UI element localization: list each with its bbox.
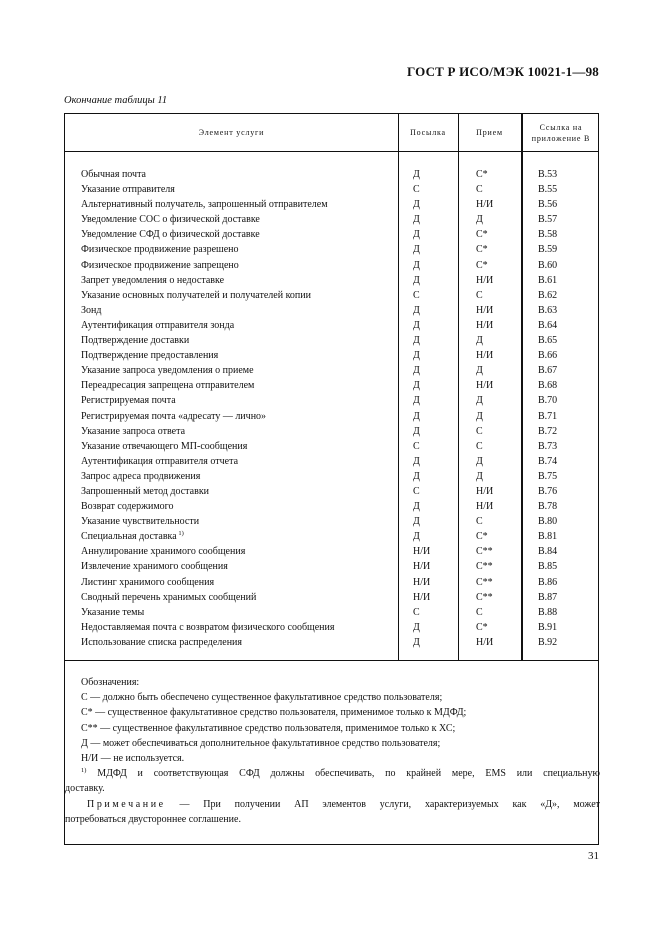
notes-item: Д — может обеспечиваться дополнительное факультативное средство пользователя;	[81, 737, 441, 749]
reference-value: В.60	[538, 259, 558, 271]
table-row	[65, 363, 598, 378]
service-element: Извлечение хранимого сообщения	[81, 561, 228, 573]
service-element: Уведомление СФД о физической доставке	[81, 229, 260, 241]
service-element: Аннулирование хранимого сообщения	[81, 546, 246, 558]
reference-value: В.76	[538, 485, 558, 497]
footnote-marker: 1)	[81, 767, 87, 775]
service-element: Указание отвечающего МП-сообщения	[81, 440, 248, 452]
reference-value: В.81	[538, 531, 558, 543]
send-value: Д	[413, 410, 420, 422]
table-row	[65, 424, 598, 439]
receive-value: Н/И	[476, 380, 494, 392]
send-value: Д	[413, 455, 420, 467]
receive-value: С*	[476, 229, 488, 241]
reference-value: В.86	[538, 576, 558, 588]
service-element: Запрос адреса продвижения	[81, 470, 201, 482]
send-value: Д	[413, 636, 420, 648]
receive-value: Д	[476, 365, 483, 377]
receive-value: С*	[476, 259, 488, 271]
footnote-continuation: доставку.	[65, 783, 105, 795]
reference-value: В.75	[538, 470, 558, 482]
note-continuation: потребоваться двустороннее соглашение.	[65, 813, 241, 825]
table-row	[65, 409, 598, 424]
service-element: Указание запроса ответа	[81, 425, 186, 437]
table-row	[65, 182, 598, 197]
notes-item: С** — существенное факультативное средство пользователя, применимое только к ХС;	[81, 722, 456, 734]
receive-value: С*	[476, 621, 488, 633]
reference-value: В.92	[538, 636, 558, 648]
receive-value: Н/И	[476, 199, 494, 211]
document-code: ГОСТ Р ИСО/МЭК 10021-1—98	[406, 64, 599, 79]
table-row	[65, 439, 598, 454]
receive-value: С*	[476, 244, 488, 256]
reference-value: В.66	[538, 350, 558, 362]
reference-value: В.71	[538, 410, 558, 422]
send-value: С	[413, 289, 420, 301]
send-value: Н/И	[413, 561, 431, 573]
reference-value: В.73	[538, 440, 558, 452]
send-value: Д	[413, 380, 420, 392]
note-text: — При получении АП элементов услуги, характеризуемых как «Д», может	[179, 798, 601, 810]
send-value: Н/И	[413, 591, 431, 603]
service-element: Обычная почта	[81, 169, 146, 180]
column-header-reference-line1: Ссылка на	[539, 122, 583, 132]
table-row	[65, 575, 598, 590]
service-element: Альтернативный получатель, запрошенный отправителем	[81, 199, 328, 211]
reference-value: В.85	[538, 561, 558, 573]
send-value: Д	[413, 319, 420, 331]
receive-value: С	[476, 289, 483, 301]
table-row	[65, 559, 598, 574]
reference-value: В.63	[538, 304, 558, 316]
send-value: С	[413, 184, 420, 196]
reference-value: В.56	[538, 199, 558, 211]
send-value: Д	[413, 259, 420, 271]
column-header-element: Элемент услуги	[198, 128, 265, 137]
table-row	[65, 469, 598, 484]
table-caption: Окончание таблицы 11	[64, 95, 168, 106]
table-row	[65, 590, 598, 605]
table-row	[65, 303, 598, 318]
reference-value: В.67	[538, 365, 558, 377]
table-row	[65, 348, 598, 363]
send-value: Д	[413, 470, 420, 482]
receive-value: Д	[476, 470, 483, 482]
table-row	[65, 605, 598, 620]
note-label: Примечание	[87, 798, 166, 810]
send-value: Д	[413, 304, 420, 316]
page-number: 31	[588, 850, 599, 862]
table-row	[65, 167, 598, 182]
service-element: Листинг хранимого сообщения	[81, 576, 215, 588]
service-element: Указание отправителя	[81, 184, 175, 196]
service-element: Указание темы	[81, 606, 145, 618]
reference-value: В.68	[538, 380, 558, 392]
table-row	[65, 197, 598, 212]
service-element: Аутентификация отправителя зонда	[81, 319, 235, 331]
notes-title: Обозначения:	[81, 677, 140, 688]
receive-value: С*	[476, 169, 488, 180]
footnote	[65, 766, 600, 781]
reference-value: В.64	[538, 319, 558, 331]
service-element: Физическое продвижение разрешено	[81, 244, 239, 256]
send-value: Д	[413, 214, 420, 226]
service-element: Переадресация запрещена отправителем	[81, 380, 255, 392]
reference-value: В.57	[538, 214, 558, 226]
receive-value: С	[476, 440, 483, 452]
receive-value: С**	[476, 561, 493, 573]
service-element: Указание запроса уведомления о приеме	[81, 365, 254, 377]
service-element: Возврат содержимого	[81, 501, 174, 513]
send-value: Д	[413, 395, 420, 407]
service-element: Использование списка распределения	[81, 636, 243, 648]
reference-value: В.84	[538, 546, 558, 558]
reference-value: В.80	[538, 516, 558, 528]
receive-value: С**	[476, 576, 493, 588]
column-header-receive: Прием	[476, 128, 503, 137]
table-row	[65, 227, 598, 242]
notes-section	[65, 675, 600, 827]
reference-value: В.74	[538, 455, 558, 467]
reference-value: В.59	[538, 244, 558, 256]
receive-value: Д	[476, 214, 483, 226]
table-row	[65, 378, 598, 393]
column-header-reference	[522, 114, 600, 151]
footnote-text: МДФД и соответствующая СФД должны обеспечивать, по крайней мере, EMS или специальную	[97, 768, 601, 780]
reference-value: В.72	[538, 425, 558, 437]
service-element: Недоставляемая почта с возвратом физического сообщения	[81, 621, 335, 633]
table-row	[65, 273, 598, 288]
send-value: Н/И	[413, 546, 431, 558]
send-value: Д	[413, 244, 420, 256]
send-value: Д	[413, 516, 420, 528]
send-value: Д	[413, 199, 420, 211]
reference-value: В.78	[538, 501, 558, 513]
receive-value: Д	[476, 410, 483, 422]
service-element: Запрошенный метод доставки	[81, 485, 210, 497]
table-row	[65, 454, 598, 469]
service-element: Запрет уведомления о недоставке	[81, 274, 225, 286]
send-value: Д	[413, 335, 420, 347]
service-element: Регистрируемая почта «адресату — лично»	[81, 410, 267, 422]
reference-value: В.70	[538, 395, 558, 407]
send-value: Д	[413, 531, 420, 543]
reference-value: В.62	[538, 289, 558, 301]
receive-value: С**	[476, 546, 493, 558]
service-element: Подтверждение доставки	[81, 335, 190, 347]
reference-value: В.55	[538, 184, 558, 196]
table-row	[65, 529, 598, 544]
table-row	[65, 484, 598, 499]
reference-value: В.65	[538, 335, 558, 347]
service-element: Уведомление СОС о физической доставке	[81, 214, 260, 226]
send-value: Д	[413, 229, 420, 241]
send-value: Д	[413, 365, 420, 377]
header-divider	[65, 151, 598, 152]
receive-value: Д	[476, 395, 483, 407]
receive-value: С	[476, 516, 483, 528]
receive-value: Н/И	[476, 350, 494, 362]
reference-value: В.61	[538, 274, 558, 286]
service-element: Подтверждение предоставления	[81, 350, 219, 362]
table-row	[65, 635, 598, 650]
reference-value: В.91	[538, 621, 558, 633]
send-value: Д	[413, 274, 420, 286]
send-value: Д	[413, 501, 420, 513]
service-element: Аутентификация отправителя отчета	[81, 455, 239, 467]
table-row	[65, 544, 598, 559]
reference-value: В.87	[538, 591, 558, 603]
send-value: Д	[413, 350, 420, 362]
notes-item: Н/И — не используется.	[81, 753, 185, 765]
send-value: С	[413, 440, 420, 452]
receive-value: С	[476, 425, 483, 437]
receive-value: Д	[476, 335, 483, 347]
service-element: Регистрируемая почта	[81, 395, 176, 407]
service-element: Специальная доставка $^{1)}$	[81, 530, 184, 543]
receive-value: Н/И	[476, 485, 494, 497]
column-header-send: Посылка	[410, 128, 446, 137]
service-element: Сводный перечень хранимых сообщений	[81, 591, 257, 603]
reference-value: В.53	[538, 169, 558, 180]
table-row	[65, 514, 598, 529]
column-header-reference-line2: приложение В	[531, 133, 591, 143]
receive-value: Н/И	[476, 501, 494, 513]
send-value: Д	[413, 425, 420, 437]
table-row	[65, 258, 598, 273]
table-row	[65, 620, 598, 635]
send-value: Д	[413, 169, 420, 180]
receive-value: С	[476, 606, 483, 618]
reference-value: В.88	[538, 606, 558, 618]
table-row	[65, 242, 598, 257]
footnote-marker: 1)	[176, 530, 184, 538]
send-value: С	[413, 485, 420, 497]
table-row	[65, 393, 598, 408]
table-body	[65, 167, 598, 650]
note	[65, 797, 600, 812]
receive-value: Н/И	[476, 304, 494, 316]
service-element: Физическое продвижение запрещено	[81, 259, 239, 271]
receive-value: Д	[476, 455, 483, 467]
send-value: С	[413, 606, 420, 618]
receive-value: Н/И	[476, 636, 494, 648]
table-row	[65, 318, 598, 333]
table-row	[65, 333, 598, 348]
notes-divider	[65, 660, 598, 661]
service-element: Зонд	[81, 304, 102, 316]
receive-value: С**	[476, 591, 493, 603]
receive-value: Н/И	[476, 274, 494, 286]
reference-value: В.58	[538, 229, 558, 241]
service-element: Указание основных получателей и получателей копии	[81, 289, 311, 301]
notes-item: С — должно быть обеспечено существенное факультативное средство пользователя;	[81, 692, 443, 704]
table-row	[65, 212, 598, 227]
receive-value: С	[476, 184, 483, 196]
send-value: Д	[413, 621, 420, 633]
table-row	[65, 288, 598, 303]
send-value: Н/И	[413, 576, 431, 588]
table-row	[65, 499, 598, 514]
service-element: Указание чувствительности	[81, 516, 200, 528]
receive-value: С*	[476, 531, 488, 543]
receive-value: Н/И	[476, 319, 494, 331]
table-frame	[64, 113, 599, 845]
notes-item: С* — существенное факультативное средство пользователя, применимое только к МДФД;	[81, 707, 467, 719]
